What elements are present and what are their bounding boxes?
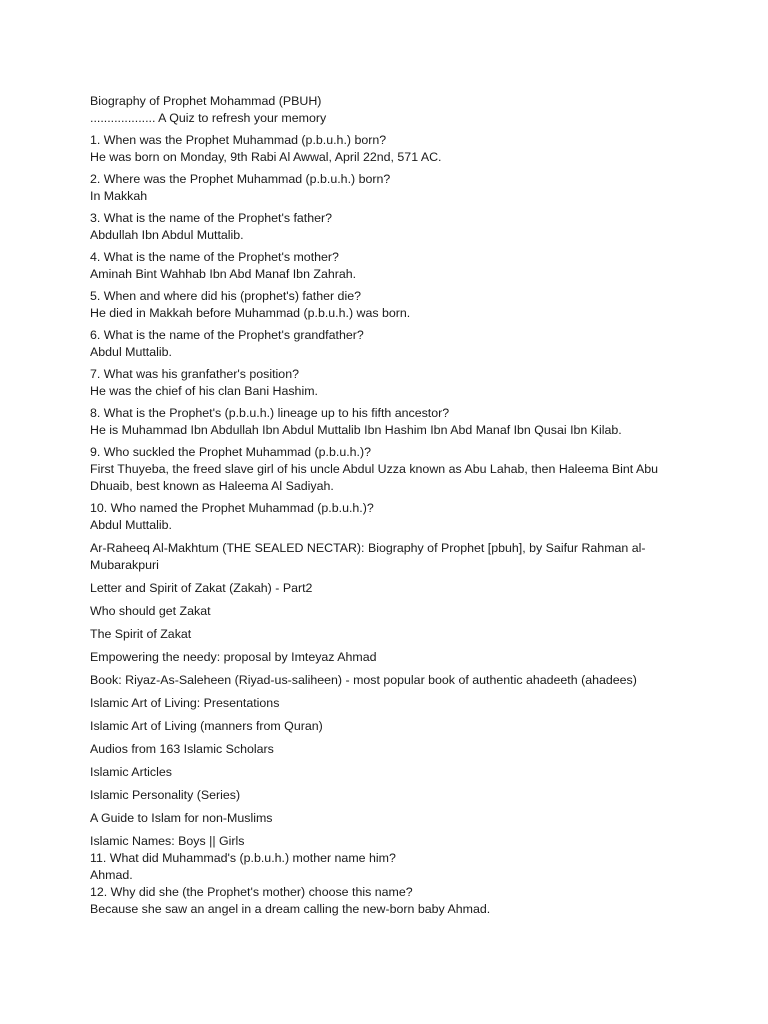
document-subtitle: ................... A Quiz to refresh your memory — [90, 111, 327, 125]
qa-item-4 — [90, 249, 690, 283]
question: 8. What is the Prophet's (p.b.u.h.) lineage up to his fifth ancestor? — [90, 406, 450, 420]
answer: In Makkah — [90, 189, 148, 203]
link-who-should-get-zakat[interactable]: Who should get Zakat — [90, 604, 211, 618]
answer: He was born on Monday, 9th Rabi Al Awwal, April 22nd, 571 AC. — [90, 150, 442, 164]
link-art-of-living-manners[interactable]: Islamic Art of Living (manners from Quran) — [90, 719, 323, 733]
answer: Aminah Bint Wahhab Ibn Abd Manaf Ibn Zahrah. — [90, 267, 357, 281]
answer: Because she saw an angel in a dream calling the new-born baby Ahmad. — [90, 902, 491, 916]
answer: Abdul Muttalib. — [90, 518, 172, 532]
question: 10. Who named the Prophet Muhammad (p.b.u.h.)? — [90, 501, 374, 515]
question: 2. Where was the Prophet Muhammad (p.b.u.h.) born? — [90, 172, 391, 186]
answer: Abdullah Ibn Abdul Muttalib. — [90, 228, 244, 242]
question: 4. What is the name of the Prophet's mother? — [90, 250, 339, 264]
answer: He died in Makkah before Muhammad (p.b.u.h.) was born. — [90, 306, 411, 320]
question: 12. Why did she (the Prophet's mother) choose this name? — [90, 885, 413, 899]
link-spirit-of-zakat[interactable]: The Spirit of Zakat — [90, 627, 192, 641]
qa-item-2 — [90, 171, 690, 205]
qa-item-11 — [90, 850, 690, 884]
qa-item-7 — [90, 366, 690, 400]
question: 11. What did Muhammad's (p.b.u.h.) mother name him? — [90, 851, 396, 865]
qa-item-5 — [90, 288, 690, 322]
link-islamic-names[interactable]: Islamic Names: Boys || Girls — [90, 834, 245, 848]
answer: Abdul Muttalib. — [90, 345, 172, 359]
qa-item-9 — [90, 444, 690, 495]
question: 1. When was the Prophet Muhammad (p.b.u.h.) born? — [90, 133, 387, 147]
document-body — [90, 93, 690, 918]
question: 5. When and where did his (prophet's) father die? — [90, 289, 361, 303]
related-links — [90, 540, 690, 850]
qa-item-3 — [90, 210, 690, 244]
document-title: Biography of Prophet Mohammad (PBUH) — [90, 94, 322, 108]
answer: He was the chief of his clan Bani Hashim. — [90, 384, 318, 398]
question: 6. What is the name of the Prophet's grandfather? — [90, 328, 364, 342]
question: 7. What was his granfather's position? — [90, 367, 299, 381]
link-sealed-nectar[interactable]: Ar-Raheeq Al-Makhtum (THE SEALED NECTAR): Biography of Prophet [pbuh], by Saifur Rahman al-Mubarakpuri — [90, 541, 646, 572]
link-riyaz-as-saleheen[interactable]: Book: Riyaz-As-Saleheen (Riyad-us-saliheen) - most popular book of authentic ahadeeth (ahadees) — [90, 673, 637, 687]
question: 9. Who suckled the Prophet Muhammad (p.b.u.h.)? — [90, 445, 371, 459]
answer: Ahmad. — [90, 868, 133, 882]
link-art-of-living-presentations[interactable]: Islamic Art of Living: Presentations — [90, 696, 280, 710]
answer: He is Muhammad Ibn Abdullah Ibn Abdul Muttalib Ibn Hashim Ibn Abd Manaf Ibn Qusai Ibn Kilab. — [90, 423, 622, 437]
link-zakat-part2[interactable]: Letter and Spirit of Zakat (Zakah) - Part2 — [90, 581, 313, 595]
link-islamic-articles[interactable]: Islamic Articles — [90, 765, 172, 779]
link-audios-scholars[interactable]: Audios from 163 Islamic Scholars — [90, 742, 274, 756]
link-islamic-personality[interactable]: Islamic Personality (Series) — [90, 788, 241, 802]
question: 3. What is the name of the Prophet's father? — [90, 211, 333, 225]
qa-item-10 — [90, 500, 690, 534]
qa-item-1 — [90, 132, 690, 166]
qa-item-12 — [90, 884, 690, 918]
link-guide-to-islam[interactable]: A Guide to Islam for non-Muslims — [90, 811, 273, 825]
link-empowering-needy[interactable]: Empowering the needy: proposal by Imteyaz Ahmad — [90, 650, 377, 664]
qa-item-6 — [90, 327, 690, 361]
answer: First Thuyeba, the freed slave girl of his uncle Abdul Uzza known as Abu Lahab, then Haleema Bint Abu Dhuaib, best known as Haleema Al Sadiyah. — [90, 462, 659, 493]
qa-item-8 — [90, 405, 690, 439]
